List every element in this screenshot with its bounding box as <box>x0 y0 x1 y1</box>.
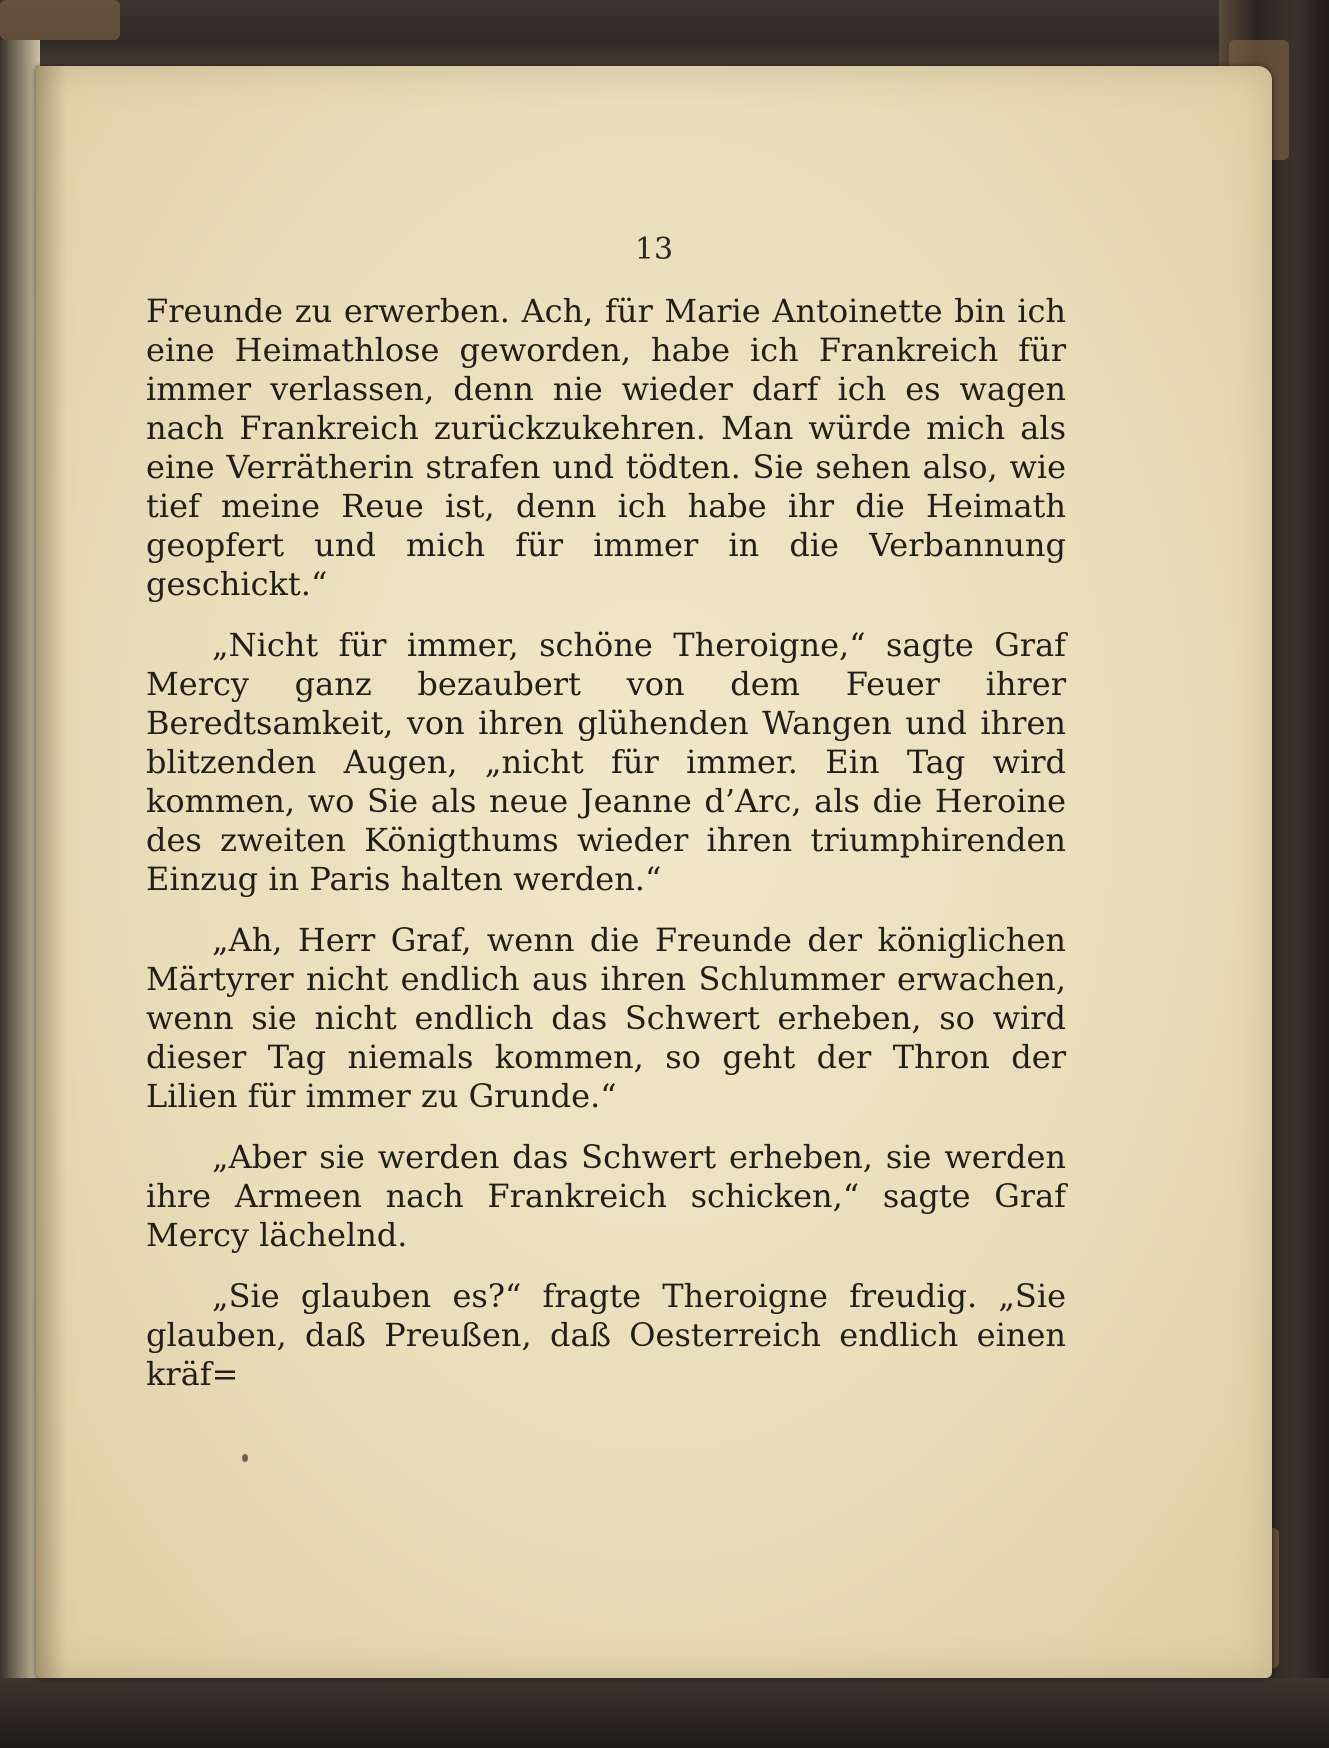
binding-wear-top-left <box>0 0 120 40</box>
paragraph: „Sie glauben es?“ fragte Theroigne freudig. „Sie glauben, daß Preußen, daß Oesterreich endlich einen kräf= <box>146 1277 1066 1393</box>
book-page <box>36 66 1272 1678</box>
page-text <box>146 292 1066 1416</box>
book-binding-bottom <box>0 1678 1329 1748</box>
page-gutter-shadow <box>36 66 66 1678</box>
paragraph: Freunde zu erwerben. Ach, für Marie Antoinette bin ich eine Heimathlose geworden, habe ich Frankreich für immer verlassen, denn nie wieder darf ich es wagen nach Frankreich zurückzukehren. Man würde mich als eine Verrätherin strafen und tödten. Sie sehen also, wie tief meine Reue ist, denn ich habe ihr die Heimath geopfert und mich für immer in die Verbannung geschickt.“ <box>146 292 1066 603</box>
paragraph: „Nicht für immer, schöne Theroigne,“ sagte Graf Mercy ganz bezaubert von dem Feuer ihrer Beredtsamkeit, von ihren glühenden Wangen und ihren blitzenden Augen, „nicht für immer. Ein Tag wird kommen, wo Sie als neue Jeanne d’Arc, als die Heroine des zweiten Königthums wieder ihren triumphirenden Einzug in Paris halten werden.“ <box>146 626 1066 898</box>
paragraph: „Ah, Herr Graf, wenn die Freunde der königlichen Märtyrer nicht endlich aus ihren Schlummer erwachen, wenn sie nicht endlich das Schwert erheben, so wird dieser Tag niemals kommen, so geht der Thron der Lilien für immer zu Grunde.“ <box>146 921 1066 1115</box>
ink-spot <box>242 1454 248 1462</box>
page-number: 13 <box>634 232 674 267</box>
paragraph: „Aber sie werden das Schwert erheben, sie werden ihre Armeen nach Frankreich schicken,“ sagte Graf Mercy lächelnd. <box>146 1138 1066 1254</box>
book-binding-left <box>0 40 40 1720</box>
book-binding-top <box>0 0 1329 70</box>
